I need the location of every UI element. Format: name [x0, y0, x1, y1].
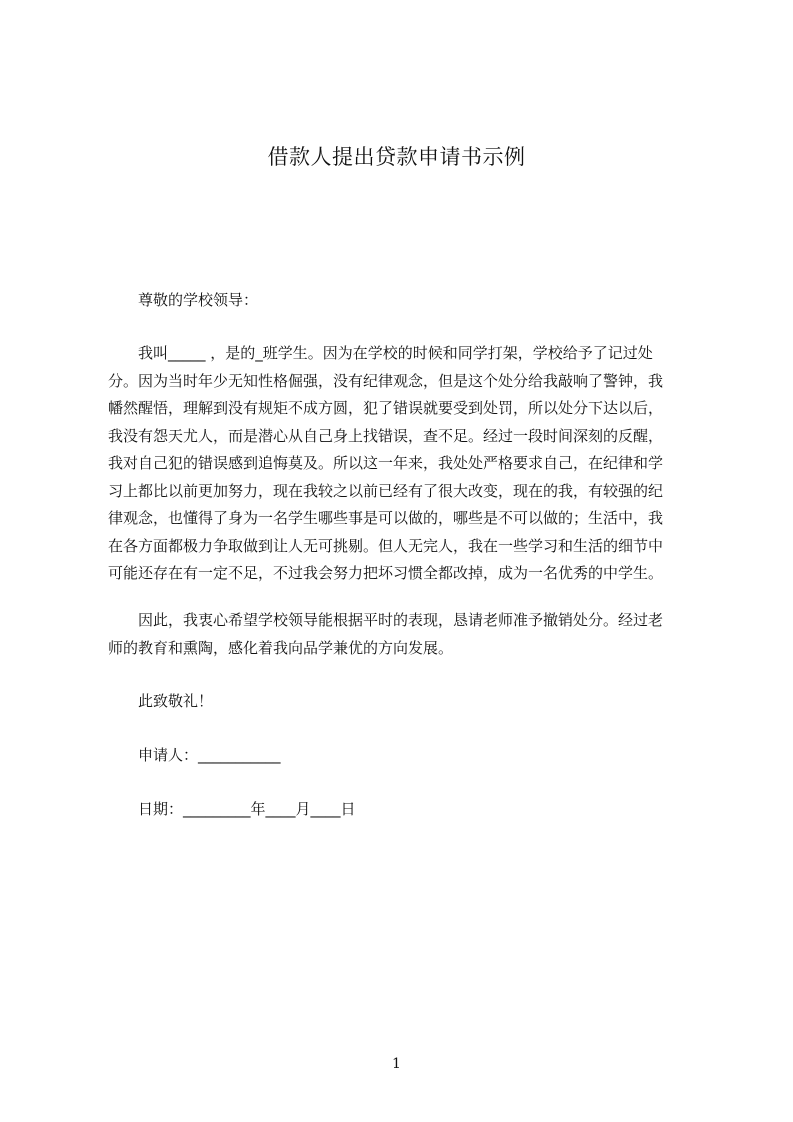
- paragraph-1-line: 律观念，也懂得了身为一名学生哪些事是可以做的，哪些是不可以做的；生活中，我: [108, 509, 664, 527]
- page-number: 1: [392, 1056, 401, 1072]
- paragraph-1: [108, 340, 700, 588]
- paragraph-1-line: 我没有怨天尤人，而是潜心从自己身上找错误，查不足。经过一段时间深刻的反醒，: [108, 426, 664, 445]
- paragraph-1-line: 我对自己犯的错误感到追悔莫及。所以这一年来，我处处严格要求自己，在纪律和学: [108, 454, 664, 472]
- date-line: 日期：_________年____月____日: [138, 800, 356, 818]
- paragraph-1-line: 幡然醒悟，理解到没有规矩不成方圆，犯了错误就要受到处罚，所以处分下达以后，: [108, 399, 664, 417]
- applicant-signature-line: 申请人：___________: [138, 746, 281, 764]
- paragraph-1-line: 我叫_____ ，是的_班学生。因为在学校的时候和同学打架，学校给予了记过处: [138, 344, 653, 362]
- document-title: 借款人提出贷款申请书示例: [267, 145, 526, 169]
- paragraph-2-line: 因此，我衷心希望学校领导能根据平时的表现，恳请老师准予撤销处分。经过老: [138, 611, 664, 629]
- paragraph-1-line: 可能还存在有一定不足，不过我会努力把坏习惯全都改掉，成为一名优秀的中学生。: [108, 564, 664, 582]
- paragraph-1-line: 习上都比以前更加努力，现在我较之以前已经有了很大改变，现在的我，有较强的纪: [108, 481, 664, 500]
- salutation: 尊敬的学校领导：: [138, 291, 259, 309]
- paragraph-1-line: 在各方面都极力争取做到让人无可挑剔。但人无完人，我在一些学习和生活的细节中: [108, 536, 664, 555]
- paragraph-1-line: 分。因为当时年少无知性格倔强，没有纪律观念，但是这个处分给我敲响了警钟，我: [108, 371, 664, 390]
- paragraph-2: [108, 606, 708, 662]
- paragraph-2-line: 师的教育和熏陶，感化着我向品学兼优的方向发展。: [108, 639, 454, 657]
- closing-line: 此致敬礼！: [138, 692, 214, 710]
